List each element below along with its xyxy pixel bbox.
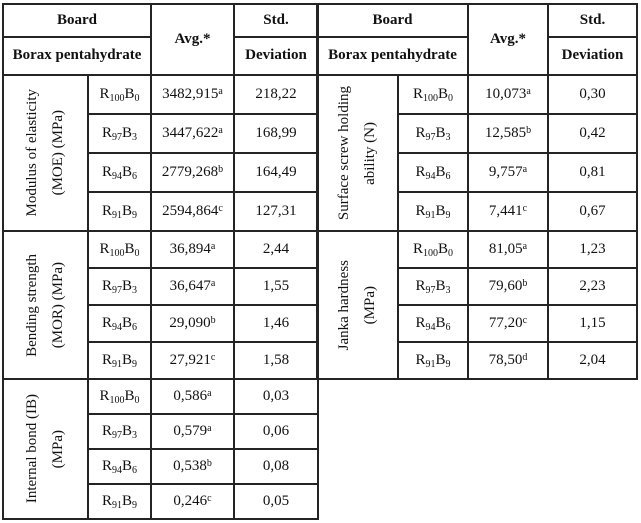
significance-letter: a (207, 387, 212, 399)
code-prefix: R (101, 277, 112, 294)
avg-value: 7,441 (488, 202, 523, 219)
avg-value: 9,757 (488, 163, 523, 180)
code-prefix: R (101, 457, 112, 474)
std-cell: 0,67 (548, 192, 637, 231)
code-mid: B (122, 351, 133, 368)
std-cell: 168,99 (234, 114, 318, 153)
code-prefix: R (412, 85, 423, 102)
avg-cell (151, 268, 234, 305)
code-prefix: R (101, 202, 112, 219)
code-mid: B (122, 202, 133, 219)
section-label-janka-wrap (318, 260, 397, 350)
code-sub1: 91 (425, 209, 436, 221)
code-prefix: R (415, 351, 426, 368)
code-sub2: 6 (445, 321, 451, 333)
std-cell: 1,55 (234, 268, 318, 305)
board-code-cell (88, 231, 151, 268)
code-sub2: 6 (132, 170, 138, 182)
section-label-line2: (MOR) (MPa) (50, 261, 66, 349)
section-label-ib-wrap (4, 394, 87, 503)
section-label-line2: (MPa) (50, 429, 66, 469)
section-label-line1: Janka hardness (335, 259, 352, 351)
code-mid: B (438, 85, 449, 102)
std-cell: 0,03 (234, 379, 318, 414)
avg-value: 79,60 (488, 277, 523, 294)
std-cell: 1,15 (548, 305, 637, 342)
std-cell: 2,44 (234, 231, 318, 268)
avg-header: Avg.* (151, 4, 234, 75)
section-label-screw-wrap (318, 86, 397, 220)
std-cell: 218,22 (234, 75, 318, 114)
avg-value: 10,073 (485, 85, 527, 102)
significance-letter: b (210, 314, 216, 326)
board-code-cell (398, 114, 468, 153)
section-label-line1: Modulus of elasticity (23, 89, 40, 217)
significance-letter: c (522, 202, 528, 214)
code-prefix: R (412, 240, 423, 257)
std-cell: 0,30 (548, 75, 637, 114)
avg-value: 36,894 (169, 240, 211, 257)
avg-cell (468, 153, 548, 192)
section-label-line1: Bending strength (23, 253, 40, 357)
code-sub2: 6 (132, 464, 138, 476)
code-mid: B (435, 163, 446, 180)
std-cell: 0,08 (234, 449, 318, 484)
significance-letter: a (210, 277, 216, 289)
avg-cell (468, 231, 548, 268)
avg-value: 12,585 (484, 124, 527, 141)
code-sub1: 100 (109, 394, 125, 406)
section-label-line1: Internal bond (IB) (23, 394, 40, 504)
section-label-ib (3, 379, 88, 519)
significance-letter: b (522, 277, 528, 289)
board-code-cell (398, 268, 468, 305)
avg-cell (151, 379, 234, 414)
code-sub2: 0 (134, 92, 140, 104)
significance-letter: a (218, 85, 223, 97)
std-cell: 0,81 (548, 153, 637, 192)
std-header: Std. (548, 4, 637, 37)
board-code-cell (88, 484, 151, 519)
board-code-cell (398, 153, 468, 192)
code-sub2: 6 (132, 321, 138, 333)
avg-value: 36,647 (169, 277, 211, 294)
std-cell: 1,46 (234, 305, 318, 342)
board-code-cell (88, 75, 151, 114)
significance-letter: a (522, 163, 528, 175)
avg-value: 0,586 (173, 387, 208, 404)
board-code-cell (88, 153, 151, 192)
significance-letter: c (207, 492, 212, 504)
code-prefix: R (99, 387, 110, 404)
code-sub1: 100 (109, 247, 125, 259)
code-mid: B (124, 387, 135, 404)
significance-letter: b (206, 457, 212, 469)
code-prefix: R (415, 314, 426, 331)
avg-cell (468, 342, 548, 379)
avg-value: 81,05 (488, 240, 523, 257)
code-sub1: 91 (425, 358, 436, 370)
code-prefix: R (99, 240, 110, 257)
code-mid: B (435, 351, 446, 368)
code-prefix: R (99, 85, 110, 102)
code-sub1: 94 (112, 321, 122, 333)
board-code-cell (398, 75, 468, 114)
code-sub1: 100 (109, 92, 125, 104)
board-code-cell (88, 414, 151, 449)
std-cell: 2,23 (548, 268, 637, 305)
section-label-mor-wrap (4, 254, 87, 357)
section-label-line1: Surface screw holding (335, 85, 352, 221)
code-mid: B (122, 314, 133, 331)
avg-cell (151, 342, 234, 379)
code-mid: B (124, 240, 135, 257)
code-mid: B (122, 422, 133, 439)
code-mid: B (435, 202, 446, 219)
code-mid: B (122, 492, 133, 509)
code-sub1: 94 (112, 170, 122, 182)
code-sub1: 97 (112, 284, 122, 296)
code-prefix: R (415, 124, 426, 141)
code-sub1: 97 (425, 131, 436, 143)
left-table (2, 3, 319, 520)
std-cell: 2,04 (548, 342, 637, 379)
avg-cell (468, 75, 548, 114)
code-prefix: R (101, 351, 112, 368)
board-code-cell (88, 379, 151, 414)
section-label-line2: (MOE) (MPa) (50, 110, 66, 196)
significance-letter: c (522, 314, 528, 326)
avg-value: 0,579 (173, 422, 208, 439)
code-sub2: 9 (132, 209, 138, 221)
std-cell: 127,31 (234, 192, 318, 231)
significance-letter: a (210, 240, 216, 252)
avg-cell (468, 114, 548, 153)
code-sub1: 94 (425, 170, 436, 182)
avg-cell (468, 268, 548, 305)
significance-letter: b (218, 163, 224, 175)
section-label-screw (317, 75, 398, 231)
board-code-cell (88, 449, 151, 484)
avg-header: Avg.* (468, 4, 548, 75)
code-mid: B (438, 240, 449, 257)
code-sub1: 91 (112, 209, 122, 221)
code-mid: B (122, 124, 133, 141)
code-sub2: 3 (132, 284, 138, 296)
avg-cell (468, 305, 548, 342)
borax-pentahydrate-header: Borax pentahydrate (317, 37, 468, 75)
significance-letter: a (522, 240, 528, 252)
code-prefix: R (101, 163, 112, 180)
section-label-moe-wrap (4, 89, 87, 217)
std-cell: 0,05 (234, 484, 318, 519)
code-prefix: R (415, 163, 426, 180)
board-code-cell (88, 268, 151, 305)
significance-letter: a (526, 85, 531, 97)
code-prefix: R (101, 492, 112, 509)
std-header: Std. (234, 4, 318, 37)
significance-letter: a (218, 124, 223, 136)
std-cell: 164,49 (234, 153, 318, 192)
avg-cell (151, 192, 234, 231)
code-mid: B (435, 124, 446, 141)
avg-cell (151, 231, 234, 268)
code-sub2: 9 (445, 358, 451, 370)
code-sub1: 94 (112, 464, 122, 476)
board-header: Board (317, 4, 468, 37)
avg-cell (468, 192, 548, 231)
section-label-moe (3, 75, 88, 231)
deviation-header: Deviation (234, 37, 318, 75)
avg-value: 27,921 (169, 351, 211, 368)
avg-value: 29,090 (169, 314, 211, 331)
code-prefix: R (101, 124, 112, 141)
deviation-header: Deviation (548, 37, 637, 75)
code-sub2: 0 (448, 92, 454, 104)
code-mid: B (435, 314, 446, 331)
section-label-janka (317, 231, 398, 379)
code-mid: B (124, 85, 135, 102)
code-sub2: 6 (445, 170, 451, 182)
std-cell: 0,06 (234, 414, 318, 449)
significance-letter: d (522, 351, 528, 363)
code-sub1: 94 (425, 321, 436, 333)
code-sub1: 91 (112, 358, 122, 370)
section-label-line2: ability (N) (362, 121, 378, 185)
avg-value: 77,20 (488, 314, 523, 331)
code-sub2: 0 (134, 394, 140, 406)
board-code-cell (398, 231, 468, 268)
code-prefix: R (101, 314, 112, 331)
avg-value: 3447,622 (162, 124, 219, 141)
avg-cell (151, 449, 234, 484)
avg-value: 2594,864 (162, 202, 219, 219)
std-cell: 1,58 (234, 342, 318, 379)
code-sub2: 9 (132, 499, 138, 511)
code-mid: B (122, 457, 133, 474)
code-sub1: 97 (112, 131, 122, 143)
significance-letter: c (218, 202, 223, 214)
code-prefix: R (101, 422, 112, 439)
right-table (316, 3, 638, 380)
board-code-cell (398, 192, 468, 231)
avg-cell (151, 153, 234, 192)
code-sub1: 100 (423, 92, 438, 104)
significance-letter: c (210, 351, 216, 363)
std-cell: 1,23 (548, 231, 637, 268)
significance-letter: b (526, 124, 532, 136)
avg-cell (151, 414, 234, 449)
code-mid: B (122, 163, 133, 180)
code-sub1: 100 (423, 247, 438, 259)
avg-cell (151, 484, 234, 519)
code-sub2: 9 (445, 209, 451, 221)
code-sub2: 0 (134, 247, 140, 259)
avg-value: 0,246 (173, 492, 208, 509)
code-sub1: 97 (112, 429, 122, 441)
code-sub1: 97 (425, 284, 436, 296)
board-header: Board (3, 4, 151, 37)
board-code-cell (398, 305, 468, 342)
std-cell: 0,42 (548, 114, 637, 153)
board-code-cell (88, 114, 151, 153)
code-sub2: 3 (132, 131, 138, 143)
avg-cell (151, 114, 234, 153)
board-code-cell (398, 342, 468, 379)
avg-value: 3482,915 (162, 85, 219, 102)
section-label-line2: (MPa) (362, 285, 378, 325)
code-sub2: 3 (445, 131, 451, 143)
avg-cell (151, 75, 234, 114)
code-mid: B (122, 277, 133, 294)
significance-letter: a (207, 422, 212, 434)
code-prefix: R (415, 202, 426, 219)
code-sub1: 91 (112, 499, 122, 511)
avg-value: 2779,268 (161, 163, 219, 180)
avg-cell (151, 305, 234, 342)
code-sub2: 3 (445, 284, 451, 296)
board-code-cell (88, 192, 151, 231)
code-prefix: R (415, 277, 426, 294)
avg-value: 78,50 (488, 351, 523, 368)
code-sub2: 9 (132, 358, 138, 370)
avg-value: 0,538 (173, 457, 207, 474)
section-label-mor (3, 231, 88, 379)
board-code-cell (88, 305, 151, 342)
code-mid: B (435, 277, 446, 294)
board-code-cell (88, 342, 151, 379)
code-sub2: 0 (448, 247, 454, 259)
borax-pentahydrate-header: Borax pentahydrate (3, 37, 151, 75)
code-sub2: 3 (132, 429, 138, 441)
